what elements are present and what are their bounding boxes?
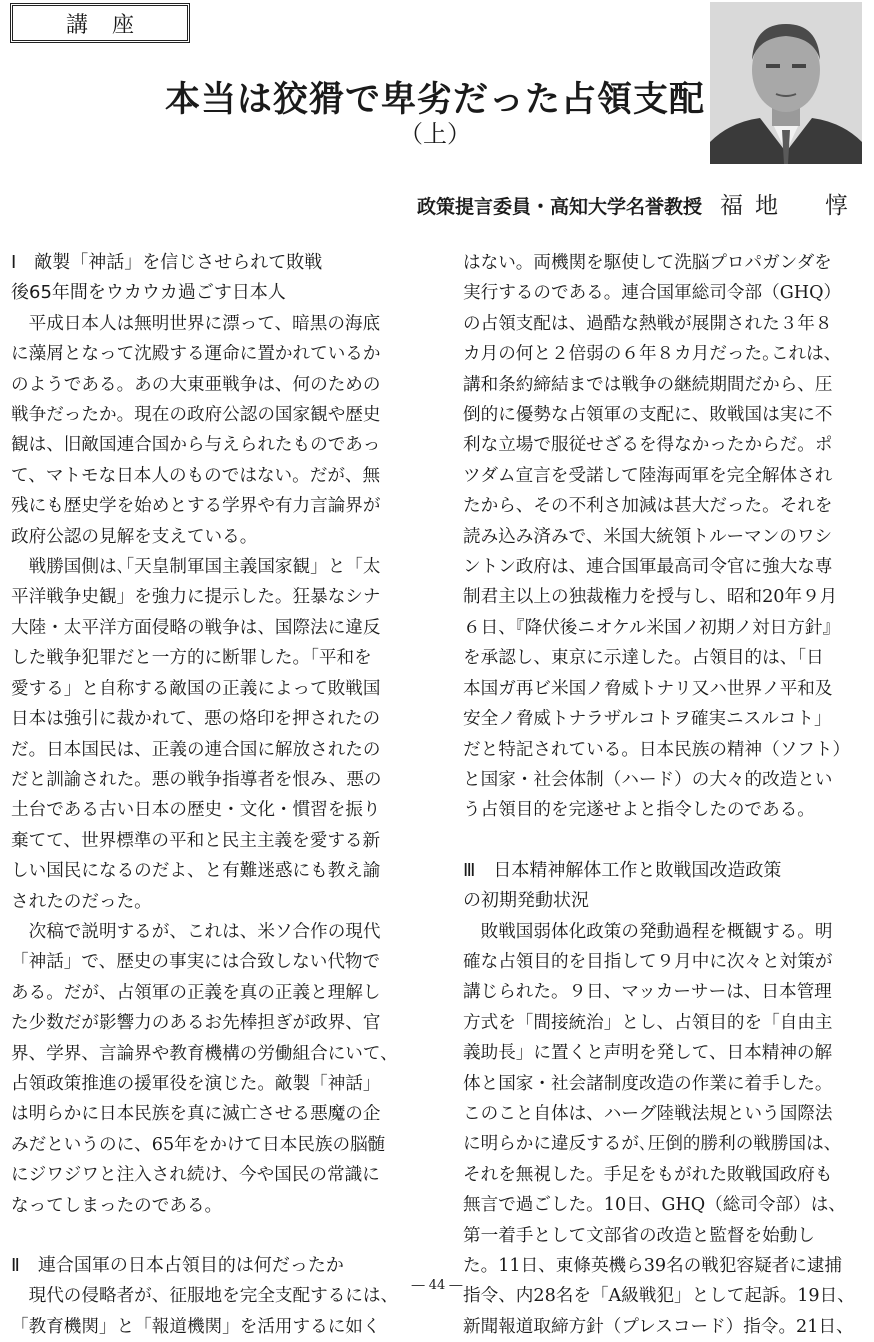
- body-text-line: 講じられた。９日、マッカーサーは、日本管理: [463, 982, 832, 1003]
- body-text-line: 指令、内28名を「A級戦犯」として起訴。19日、: [463, 1286, 855, 1307]
- body-text-line: だと訓諭された。悪の戦争指導者を恨み、悪の: [11, 769, 382, 790]
- body-text-line: ツダム宣言を受諾して陸海両軍を完全解体され: [463, 465, 833, 486]
- body-text-line: 敗戦国弱体化政策の発動過程を概観する。明: [463, 921, 833, 942]
- body-text-line: 日本は強引に裁かれて、悪の烙印を押されたの: [11, 709, 381, 730]
- body-text-line: を承認し、東京に示達した。占領目的は、「日: [463, 648, 824, 669]
- body-text-line: だと特記されている。日本民族の精神（ソフト）: [463, 739, 851, 760]
- body-text-line: 戦勝国側は､｢天皇制軍国主義国家観」と「太: [11, 557, 381, 578]
- paragraph-gap: [463, 826, 858, 856]
- body-text-line: 戦争だったか。現在の政府公認の国家観や歴史: [11, 405, 381, 426]
- section-heading-line: Ⅲ 日本精神解体工作と敗戦国改造政策: [463, 859, 782, 881]
- body-text-line: に明らかに違反するが､圧倒的勝利の戦勝国は、: [463, 1134, 842, 1155]
- body-text-line: 本国ガ再ビ米国ノ脅威トナリ又ハ世界ノ平和及: [463, 678, 833, 699]
- body-text-line: みだというのに、65年をかけて日本民族の脳髄: [11, 1134, 386, 1155]
- author-role: 政策提言委員・高知大学名誉教授: [416, 196, 702, 218]
- body-text-line: の占領支配は、過酷な熱戦が展開された３年８: [463, 313, 833, 334]
- section-heading-line: の初期発動状況: [463, 890, 589, 912]
- body-text-line: 方式を「間接統治」とし、占領目的を「自由主: [463, 1012, 833, 1033]
- body-text-line: と国家・社会体制（ハード）の大々的改造とい: [463, 769, 833, 790]
- body-text-line: 平成日本人は無明世界に漂って、暗黒の海底: [11, 313, 381, 334]
- body-text-line: 占領政策推進の援軍役を演じた。敵製「神話」: [11, 1073, 381, 1094]
- body-text-line: 講和条約締結までは戦争の継続期間だから、圧: [463, 374, 833, 395]
- body-text-line: 「教育機関」と「報道機関」を活用するに如く: [11, 1316, 381, 1337]
- body-text-line: た少数だが影響力のあるお先棒担ぎが政界、官: [11, 1013, 381, 1034]
- body-text-line: 平洋戦争史観」を強力に提示した。狂暴なシナ: [11, 587, 381, 608]
- body-text-line: はない。両機関を駆使して洗脳プロパガンダを: [463, 253, 832, 273]
- author-portrait-image: [710, 2, 862, 164]
- body-text-line: 土台である古い日本の歴史・文化・慣習を振り: [11, 800, 381, 821]
- right-text-column: [463, 248, 858, 1342]
- body-text-line: 制君主以上の独裁権力を授与し、昭和20年９月: [463, 587, 838, 608]
- body-text-line: しい国民になるのだよ、と有難迷惑にも教え諭: [11, 861, 381, 882]
- author-name: 福地 惇: [720, 193, 860, 219]
- body-text-line: 第一着手として文部省の改造と監督を始動し: [463, 1225, 815, 1246]
- body-text-line: 残にも歴史学を始めとする学界や有力言論界が: [11, 496, 381, 517]
- body-text-line: されたのだった。: [11, 891, 152, 912]
- paragraph-gap: [11, 1221, 406, 1251]
- body-text-line: 界、学界、言論界や教育機構の労働組合にいて、: [11, 1043, 398, 1064]
- body-text-line: 実行するのである。連合国軍総司令部（GHQ）: [463, 283, 842, 304]
- body-text-line: のようである。あの大東亜戦争は、何のための: [11, 374, 381, 395]
- body-text-line: 現代の侵略者が、征服地を完全支配するには、: [11, 1286, 399, 1307]
- body-text-line: した戦争犯罪だと一方的に断罪した。｢平和を: [11, 648, 372, 669]
- body-text-line: 利な立場で服従せざるを得なかったからだ。ポ: [463, 435, 833, 456]
- body-text-line: 「神話」で、歴史の事実には合致しない代物で: [11, 952, 381, 973]
- left-text-column: [11, 248, 406, 1342]
- body-text-line: たから、その不利さ加減は甚大だった。それを: [463, 496, 833, 517]
- body-text-line: 安全ノ脅威トナラザルコトヲ確実ニスルコト」: [463, 709, 832, 730]
- body-text-line: なってしまったのである。: [11, 1195, 223, 1216]
- body-text-line: 義助長」に置くと声明を発して、日本精神の解: [463, 1043, 833, 1064]
- body-text-line: ントン政府は、連合国軍最高司令官に強大な専: [463, 557, 833, 578]
- body-text-line: 新聞報道取締方針（プレスコード）指令。21日、: [463, 1316, 854, 1337]
- body-text-line: た。11日、東條英機ら39名の戦犯容疑者に逮捕: [463, 1256, 843, 1276]
- body-text-line: に藻屑となって沈殿する運命に置かれているか: [11, 344, 381, 365]
- body-text-line: て、マトモな日本人のものではない。だが、無: [11, 465, 381, 486]
- page-number: ― 44 ―: [411, 1278, 463, 1293]
- body-text-line: カ月の何と２倍弱の６年８カ月だった｡これは、: [463, 344, 842, 365]
- body-text-line: 次稿で説明するが、これは、米ソ合作の現代: [11, 921, 381, 942]
- section-heading-line: Ⅱ 連合国軍の日本占領目的は何だったか: [11, 1255, 344, 1276]
- body-text-line: 政府公認の見解を支えている。: [11, 526, 258, 547]
- body-text-line: ６日、『降伏後ニオケル米国ノ初期ノ対日方針』: [463, 617, 841, 638]
- body-text-line: それを無視した。手足をもがれた敗戦国政府も: [463, 1164, 833, 1185]
- section-heading-line: Ⅰ 敵製「神話」を信じさせられて敗戦: [11, 252, 323, 273]
- body-text-line: 観は、旧敵国連合国から与えられたものであっ: [11, 435, 381, 456]
- body-text-line: 愛する」と自称する敵国の正義によって敗戦国: [11, 678, 381, 699]
- body-text-line: う占領目的を完遂せよと指令したのである。: [463, 800, 815, 821]
- author-byline: [417, 187, 860, 220]
- body-text-line: 読み込み済みで、米国大統領トルーマンのワシ: [463, 526, 833, 547]
- body-text-line: は明らかに日本民族を真に滅亡させる悪魔の企: [11, 1104, 381, 1125]
- section-heading-line: 後65年間をウカウカ過ごす日本人: [11, 282, 286, 304]
- body-text-line: 棄てて、世界標準の平和と民主主義を愛する新: [11, 830, 381, 851]
- section-label: 講座: [10, 3, 190, 43]
- article-title: 本当は狡猾で卑劣だった占領支配: [164, 80, 705, 120]
- body-text-line: このこと自体は、ハーグ陸戦法規という国際法: [463, 1103, 833, 1124]
- body-text-line: 体と国家・社会諸制度改造の作業に着手した。: [463, 1073, 833, 1094]
- body-text-line: 確な占領目的を目指して９月中に次々と対策が: [463, 951, 833, 972]
- body-text-line: 無言で過ごした。10日、GHQ（総司令部）は、: [463, 1195, 846, 1216]
- body-text-line: 大陸・太平洋方面侵略の戦争は、国際法に違反: [11, 617, 381, 638]
- body-text-line: だ。日本国民は、正義の連合国に解放されたの: [11, 739, 381, 760]
- body-text-line: ある。だが、占領軍の正義を真の正義と理解し: [11, 982, 381, 1003]
- body-text-line: にジワジワと注入され続け、今や国民の常識に: [11, 1165, 380, 1186]
- body-text-line: 倒的に優勢な占領軍の支配に、敗戦国は実に不: [463, 405, 833, 426]
- author-photo: [710, 2, 862, 164]
- article-subtitle: （上）: [399, 120, 471, 148]
